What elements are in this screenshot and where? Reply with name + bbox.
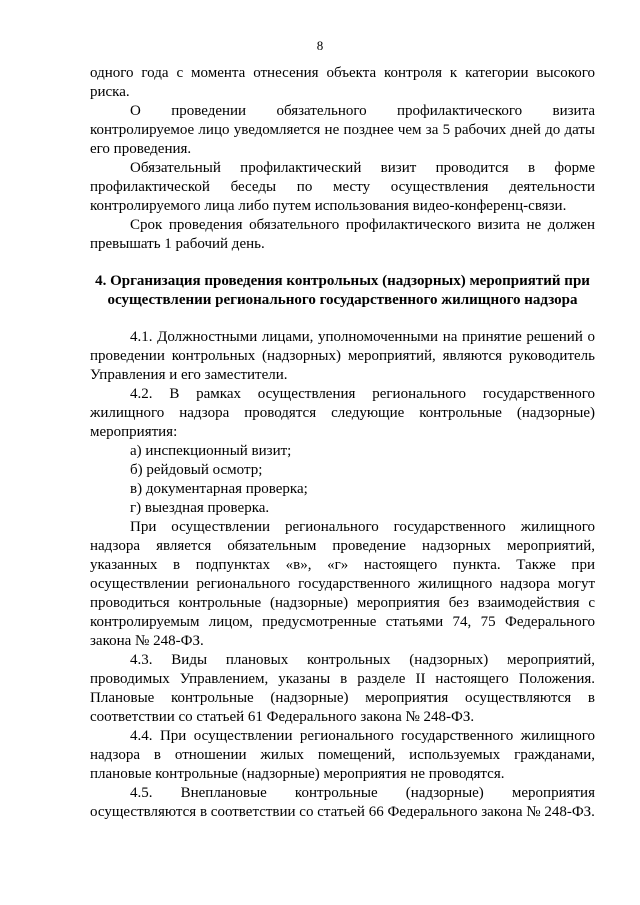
paragraph-4-2: 4.2. В рамках осуществления регионального государственного жилищного надзора проводятся следующие контрольные (надзорные) мероприятия: <box>90 386 595 440</box>
paragraph-visit-form: Обязательный профилактический визит проводится в форме профилактической беседы по месту осуществления деятельности контролируемого лица либо путем использования видео-конференц-связи. <box>90 160 595 214</box>
paragraph-4-3: 4.3. Виды плановых контрольных (надзорных) мероприятий, проводимых Управлением, указаны в разделе II настоящего Положения. Плановые контрольные (надзорные) мероприятия осуществляются в соответствии со статьей 61 Федерального закона № 248-ФЗ. <box>90 652 595 725</box>
paragraph-4-4: 4.4. При осуществлении регионального государственного жилищного надзора в отношении жилых помещений, используемых гражданами, плановые контрольные (надзорные) мероприятия не проводятся. <box>90 728 595 782</box>
paragraph-visit-duration: Срок проведения обязательного профилактического визита не должен превышать 1 рабочий день. <box>90 217 595 252</box>
document-body <box>90 64 595 822</box>
list-item: в) документарная проверка; <box>130 481 308 497</box>
paragraph-mandatory-measures: При осуществлении регионального государственного жилищного надзора является обязательным проведение надзорных мероприятий, указанных в подпунктах «в», «г» настоящего пункта. Также при осуществлении регионального государственного жилищного надзора могут проводиться контрольные (надзорные) мероприятия без взаимодействия с контролируемым лицом, предусмотренные статьями 74, 75 Федерального закона № 248-ФЗ. <box>90 519 595 649</box>
paragraph-continuation: одного года с момента отнесения объекта контроля к категории высокого риска. <box>90 65 595 100</box>
list-item: а) инспекционный визит; <box>130 443 292 459</box>
paragraph-4-1: 4.1. Должностными лицами, уполномоченными на принятие решений о проведении контрольных (надзорных) мероприятий, являются руководитель Управления и его заместители. <box>90 329 595 383</box>
paragraph-notification: О проведении обязательного профилактического визита контролируемое лицо уведомляется не позднее чем за 5 рабочих дней до даты его проведения. <box>90 103 595 157</box>
list-item: б) рейдовый осмотр; <box>130 462 263 478</box>
page-number: 8 <box>316 38 324 53</box>
paragraph-4-5: 4.5. Внеплановые контрольные (надзорные) мероприятия осуществляются в соответствии со статьей 66 Федерального закона № 248-ФЗ. <box>90 785 595 820</box>
list-item: г) выездная проверка. <box>130 500 270 516</box>
section-heading: 4. Организация проведения контрольных (надзорных) мероприятий при осуществлении регионального государственного жилищного надзора <box>95 273 590 308</box>
